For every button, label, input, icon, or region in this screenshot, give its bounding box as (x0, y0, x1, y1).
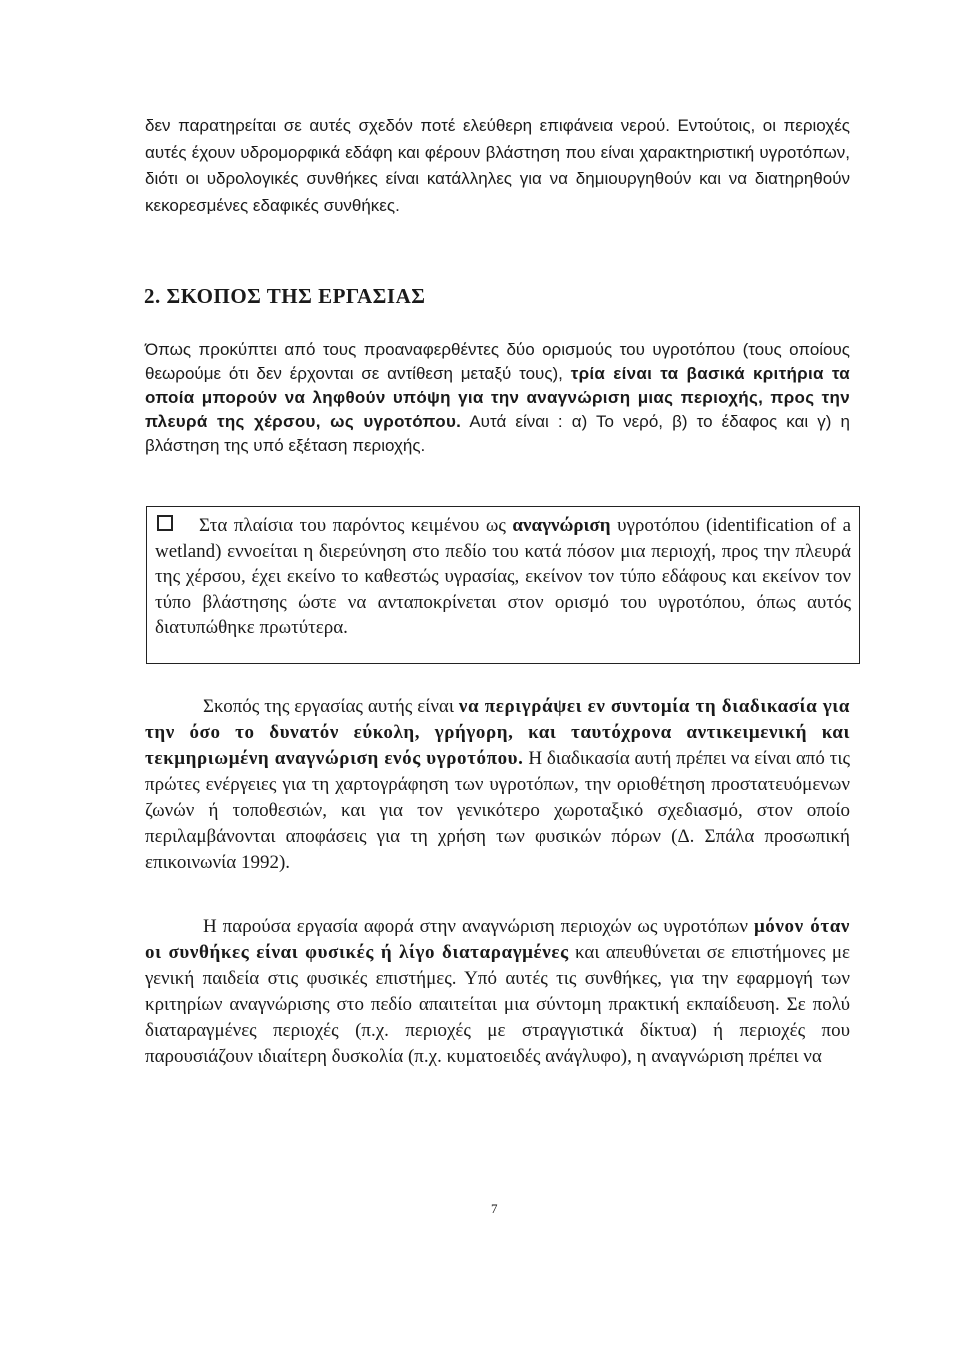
purpose-text-end: Η διαδικασία αυτή πρέπει να είναι από τις πρώτες ενέργειες για τη χαρτογράφηση των υγροτόπων, την οριοθέτηση προστατευόμενων ζωνών ή τοποθεσιών, και για τον γενικότερο χωροταξικό σχεδιασμό, στον οποίο περιλαμβάνονται αποφάσεις για τη χρήση των φυσικών πόρων (Δ. Σπάλα προσωπική επικοινωνία 1992). (145, 748, 850, 873)
purpose-text-start: Σκοπός της εργασίας αυτής είναι (203, 696, 459, 717)
definition-text-start: Στα πλαίσια του παρόντος κειμένου ως (199, 515, 513, 536)
criteria-text-start: Όπως προκύπτει από τους προαναφερθέντες δύο ορισμούς του υγροτόπου (τους οποίους θεωρούμε ότι δεν έρχονται σε αντίθεση μεταξύ τους), (145, 340, 850, 383)
purpose-bold-text: να περιγράψει εν συντομία τη διαδικασία για την όσο το δυνατόν εύκολη, γρήγορη, και ταυτόχρονα αντικειμενική και τεκμηριωμένη αναγνώριση ενός υγροτόπου. (145, 696, 850, 769)
definition-bold-term: αναγνώριση (512, 515, 611, 536)
criteria-paragraph (145, 338, 850, 458)
scope-text-end: και απευθύνεται σε επιστήμονες με γενική παιδεία στις φυσικές επιστήμες. Υπό αυτές τις συνθήκες, για την εφαρμογή των κριτηρίων αναγνώρισης στο πεδίο απαιτείται μια σύντομη πρακτική εκπαίδευση. Σε πολύ διαταραγμένες περιοχές (π.χ. περιοχές με στραγγιστικά δίκτυα) ή περιοχές που παρουσιάζουν ιδιαίτερη δυσκολία (π.χ. κυματοειδές ανάγλυφο), η αναγνώριση πρέπει να (145, 942, 850, 1067)
scope-paragraph (145, 914, 850, 1070)
definition-text-end: υγροτόπου (identification of a wetland) εννοείται η διερεύνηση στο πεδίο του κατά πόσον μια περιοχή, προς την πλευρά της χέρσου, έχει εκείνο το καθεστώς υγρασίας, εκείνον τον τύπο εδάφους και εκείνον τον τύπο βλάστησης ώστε να ανταποκρίνεται στον ορισμό του υγροτόπου, όπως αυτός διατυπώθηκε πρωτύτερα. (155, 515, 851, 638)
purpose-paragraph (145, 694, 850, 876)
page-number: 7 (491, 1201, 498, 1216)
intro-paragraph: δεν παρατηρείται σε αυτές σχεδόν ποτέ ελεύθερη επιφάνεια νερού. Εντούτοις, οι περιοχές αυτές έχουν υδρομορφικά εδάφη και φέρουν βλάστηση που είναι χαρακτηριστική υγροτόπων, διότι οι υδρολογικές συνθήκες είναι κατάλληλες για να δημιουργηθούν και να διατηρηθούν κεκορεσμένες εδαφικές συνθήκες. (145, 116, 850, 215)
scope-bold-text: μόνον όταν οι συνθήκες είναι φυσικές ή λίγο διαταραγμένες (145, 916, 850, 963)
criteria-text-end: Αυτά είναι : α) Το νερό, β) το έδαφος και γ) η βλάστηση της υπό εξέταση περιοχής. (145, 412, 850, 455)
definition-box (146, 506, 860, 664)
scope-text-start: Η παρούσα εργασία αφορά στην αναγνώριση περιοχών ως υγροτόπων (203, 916, 754, 937)
criteria-bold-text: τρία είναι τα βασικά κριτήρια τα οποία μπορούν να ληφθούν υπόψη για την αναγνώριση μιας περιοχής, προς την πλευρά της χέρσου, ως υγροτόπου. (145, 364, 850, 431)
section-heading: 2. ΣΚΟΠΟΣ ΤΗΣ ΕΡΓΑΣΙΑΣ (144, 284, 426, 308)
checkbox-bullet-icon (157, 515, 173, 531)
